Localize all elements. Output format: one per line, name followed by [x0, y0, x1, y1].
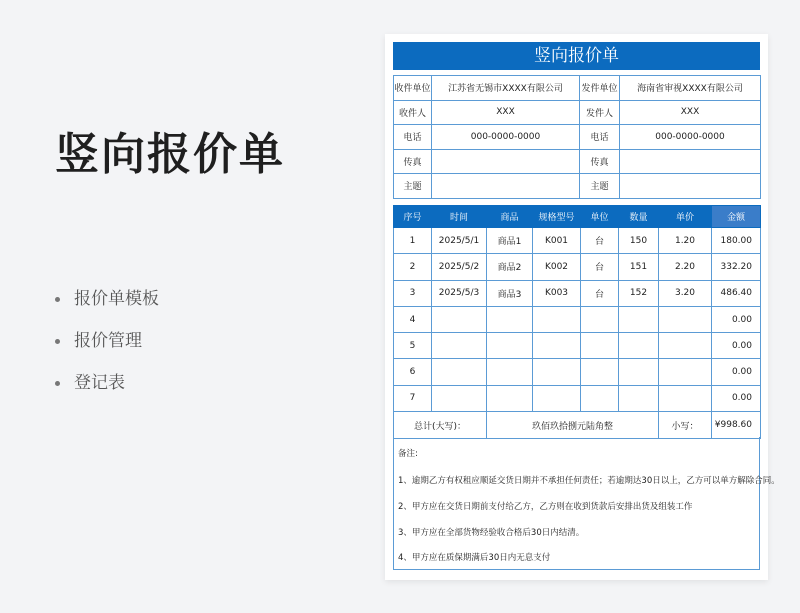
table-cell: 2025/5/2: [432, 254, 487, 280]
table-cell: 2.20: [659, 254, 712, 280]
info-row: [394, 100, 761, 125]
table-cell: [581, 306, 619, 332]
notes-heading: 备注:: [398, 449, 418, 459]
table-row: [394, 228, 761, 254]
feature-item: [55, 328, 159, 370]
table-cell: 0.00: [712, 333, 761, 359]
info-value: [432, 149, 580, 174]
table-cell: 486.40: [712, 280, 761, 306]
table-cell: [487, 333, 533, 359]
info-value: [432, 174, 580, 199]
table-cell: [432, 359, 487, 385]
info-row: [394, 149, 761, 174]
total-row: [394, 412, 761, 439]
table-row: [394, 306, 761, 332]
table-row: [394, 359, 761, 385]
info-row: [394, 125, 761, 150]
sheet-title: 竖向报价单: [393, 42, 760, 70]
column-header: 单位: [581, 206, 619, 228]
table-cell: [659, 333, 712, 359]
total-label: 总计(大写)：: [394, 412, 487, 439]
feature-label: 报价管理: [74, 331, 142, 351]
table-cell: K001: [533, 228, 581, 254]
feature-item: [55, 370, 159, 412]
table-cell: 2025/5/1: [432, 228, 487, 254]
info-value: 海南省审视XXXX有限公司: [620, 76, 761, 101]
column-header: 规格型号: [533, 206, 581, 228]
table-cell: [581, 333, 619, 359]
table-row: [394, 280, 761, 306]
column-header: 商品: [487, 206, 533, 228]
table-cell: 150: [619, 228, 659, 254]
table-cell: 3.20: [659, 280, 712, 306]
total-small-value: ¥998.60: [712, 412, 761, 439]
column-header: 时间: [432, 206, 487, 228]
table-cell: [533, 359, 581, 385]
table-cell: [487, 359, 533, 385]
table-cell: [432, 333, 487, 359]
table-cell: 5: [394, 333, 432, 359]
table-cell: [619, 306, 659, 332]
table-cell: 商品1: [487, 228, 533, 254]
table-cell: 6: [394, 359, 432, 385]
total-words: 玖佰玖拾捌元陆角整: [487, 412, 659, 439]
table-cell: [659, 306, 712, 332]
bullet-dot-icon: [55, 297, 60, 302]
table-cell: [487, 306, 533, 332]
column-header: 金额: [712, 206, 761, 228]
note-line: 2、甲方应在交货日期前支付给乙方，乙方则在收到货款后安排出货及组装工作: [398, 502, 693, 512]
table-cell: 2025/5/3: [432, 280, 487, 306]
table-cell: [581, 385, 619, 411]
info-value: [620, 149, 761, 174]
table-cell: 4: [394, 306, 432, 332]
table-cell: 3: [394, 280, 432, 306]
column-header: 序号: [394, 206, 432, 228]
info-label: 主题: [580, 174, 620, 199]
info-value: [620, 174, 761, 199]
items-table: [393, 205, 761, 439]
table-cell: 152: [619, 280, 659, 306]
feature-label: 登记表: [74, 373, 125, 393]
note-line: 1、逾期乙方有权租应顺延交货日期并不承担任何责任；若逾期达30日以上，乙方可以单方解除合同。: [398, 476, 780, 486]
info-label: 电话: [580, 125, 620, 150]
table-cell: [581, 359, 619, 385]
table-cell: [659, 359, 712, 385]
table-cell: [619, 385, 659, 411]
info-value: XXX: [432, 100, 580, 125]
table-cell: 1.20: [659, 228, 712, 254]
info-label: 发件人: [580, 100, 620, 125]
table-cell: 商品2: [487, 254, 533, 280]
feature-item: [55, 286, 159, 328]
table-cell: K002: [533, 254, 581, 280]
info-value: 000-0000-0000: [432, 125, 580, 150]
info-row: [394, 76, 761, 101]
table-cell: 台: [581, 280, 619, 306]
note-line: 3、甲方应在全部货物经验收合格后30日内结清。: [398, 528, 585, 538]
info-value: XXX: [620, 100, 761, 125]
page-title: 竖向报价单: [55, 129, 285, 180]
feature-label: 报价单模板: [74, 289, 159, 309]
table-cell: [533, 333, 581, 359]
table-cell: 台: [581, 228, 619, 254]
table-cell: 0.00: [712, 359, 761, 385]
contact-info-table: [393, 75, 761, 199]
table-cell: [619, 359, 659, 385]
total-small-label: 小写：: [659, 412, 712, 439]
table-cell: [533, 306, 581, 332]
info-label: 电话: [394, 125, 432, 150]
info-row: [394, 174, 761, 199]
info-label: 发件单位: [580, 76, 620, 101]
table-cell: [432, 306, 487, 332]
table-cell: 7: [394, 385, 432, 411]
table-row: [394, 254, 761, 280]
column-header: 数量: [619, 206, 659, 228]
table-cell: 商品3: [487, 280, 533, 306]
table-cell: [619, 333, 659, 359]
column-header: 单价: [659, 206, 712, 228]
table-cell: [432, 385, 487, 411]
table-cell: [659, 385, 712, 411]
table-cell: 2: [394, 254, 432, 280]
table-cell: 180.00: [712, 228, 761, 254]
bullet-dot-icon: [55, 381, 60, 386]
table-cell: 0.00: [712, 385, 761, 411]
info-value: 江苏省无锡市XXXX有限公司: [432, 76, 580, 101]
table-cell: 1: [394, 228, 432, 254]
notes-box: [393, 437, 780, 570]
table-cell: 台: [581, 254, 619, 280]
info-label: 传真: [394, 149, 432, 174]
table-cell: K003: [533, 280, 581, 306]
info-label: 传真: [580, 149, 620, 174]
table-row: [394, 333, 761, 359]
items-header-row: [394, 206, 761, 228]
table-cell: 0.00: [712, 306, 761, 332]
info-label: 收件单位: [394, 76, 432, 101]
table-row: [394, 385, 761, 411]
table-cell: 151: [619, 254, 659, 280]
info-label: 主题: [394, 174, 432, 199]
feature-list: [55, 286, 159, 412]
note-line: 4、甲方应在质保期满后30日内无息支付: [398, 553, 551, 563]
table-cell: [533, 385, 581, 411]
quotation-sheet: [385, 34, 780, 580]
info-value: 000-0000-0000: [620, 125, 761, 150]
bullet-dot-icon: [55, 339, 60, 344]
info-label: 收件人: [394, 100, 432, 125]
table-cell: [487, 385, 533, 411]
table-cell: 332.20: [712, 254, 761, 280]
